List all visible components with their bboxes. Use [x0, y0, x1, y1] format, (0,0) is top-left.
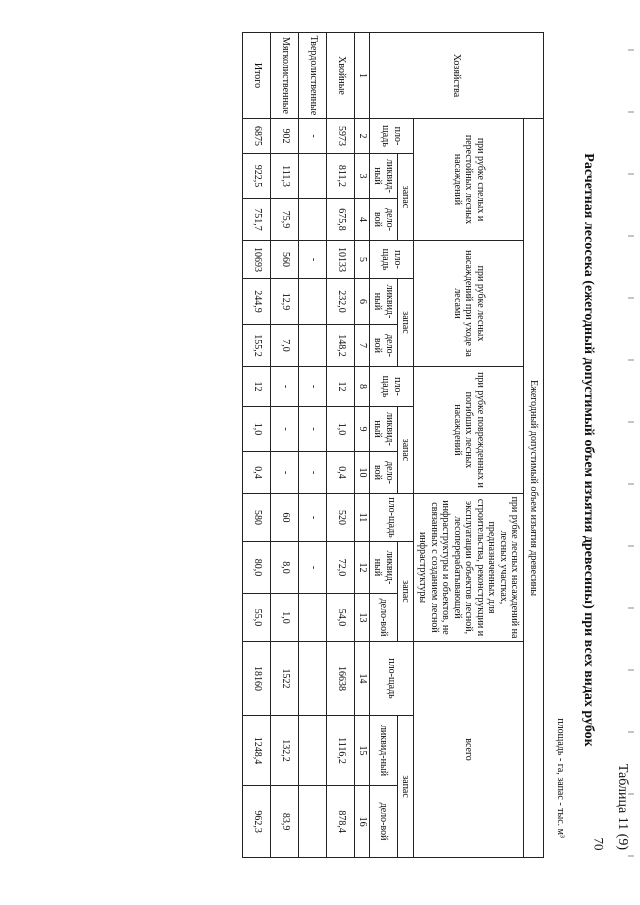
- header-group-construction: при рубке лесных насаждений на лесных участках, предназначенных для строительства, реконструкции и эксплуатации объектов лесной, лесоперерабатывающей инфраструктуры и объектов, не связанных с созданием лесной инфраструктуры: [414, 494, 524, 642]
- header-stock: запас: [398, 716, 414, 858]
- header-stock: запас: [398, 542, 414, 642]
- table-cell: -: [299, 452, 327, 494]
- table-cell: 962,3: [243, 786, 271, 858]
- rotated-page: [10, 20, 630, 880]
- header-business: дело-вой: [370, 199, 398, 241]
- row-label: Мягколиственные: [271, 33, 299, 119]
- table-cell: 878,4: [327, 786, 355, 858]
- table-cell: 132,2: [271, 716, 299, 786]
- table-cell: 1,0: [327, 407, 355, 452]
- table-cell: 751,7: [243, 199, 271, 241]
- column-number: 11: [355, 494, 370, 542]
- table-cell: 12: [243, 367, 271, 407]
- table-cell: 8,0: [271, 542, 299, 594]
- column-number: 3: [355, 154, 370, 199]
- table-cell: 80,0: [243, 542, 271, 594]
- table-cell: [299, 786, 327, 858]
- column-number: 13: [355, 594, 370, 642]
- table-cell: 560: [271, 241, 299, 279]
- column-number: 4: [355, 199, 370, 241]
- row-label: Твердолиственные: [299, 33, 327, 119]
- page-number: 70: [591, 837, 607, 851]
- table-cell: 244,9: [243, 279, 271, 325]
- table-cell: [299, 279, 327, 325]
- table-cell: 0,4: [243, 452, 271, 494]
- column-number: 10: [355, 452, 370, 494]
- column-number: 6: [355, 279, 370, 325]
- row-label: Хвойные: [327, 33, 355, 119]
- header-farms: Хозяйства: [370, 33, 544, 119]
- header-group-damaged: при рубке поврежденных и погибших лесных насаждений: [414, 367, 524, 494]
- header-group-mature: при рубке спелых и перестойных лесных насаждений: [414, 119, 524, 241]
- header-liquid: ликвид-ный: [370, 154, 398, 199]
- header-liquid: ликвид-ный: [370, 542, 398, 594]
- header-group-care: при рубке лесных насаждений при уходе за лесами: [414, 241, 524, 367]
- column-number-row: [355, 33, 370, 858]
- table-cell: 83,9: [271, 786, 299, 858]
- table-cell: 1248,4: [243, 716, 271, 786]
- table-cell: 18160: [243, 642, 271, 716]
- header-business: дело-вой: [370, 594, 398, 642]
- table-cell: 10133: [327, 241, 355, 279]
- header-business: дело-вой: [370, 786, 398, 858]
- table-cell: 0,4: [327, 452, 355, 494]
- allowed-cut-table: [243, 32, 545, 858]
- table-cell: -: [271, 452, 299, 494]
- column-number: 16: [355, 786, 370, 858]
- header-business: дело-вой: [370, 452, 398, 494]
- page-title: Расчетная лесосека (ежегодный допустимый объем изъятия древесины) при всех видах рубок: [581, 153, 596, 747]
- table-cell: -: [299, 241, 327, 279]
- header-area: пло-щадь: [370, 494, 414, 542]
- header-stock: запас: [398, 279, 414, 367]
- header-liquid: ликвид-ный: [370, 716, 398, 786]
- table-cell: -: [299, 367, 327, 407]
- table-cell: 5973: [327, 119, 355, 154]
- table-cell: -: [299, 119, 327, 154]
- table-cell: 922,5: [243, 154, 271, 199]
- table-cell: [299, 325, 327, 367]
- header-business: дело-вой: [370, 325, 398, 367]
- table-cell: 6875: [243, 119, 271, 154]
- table-cell: 111,3: [271, 154, 299, 199]
- table-cell: -: [299, 407, 327, 452]
- table-cell: -: [271, 407, 299, 452]
- table-cell: [299, 594, 327, 642]
- table-cell: 155,2: [243, 325, 271, 367]
- header-stock: запас: [398, 407, 414, 494]
- table-cell: 75,9: [271, 199, 299, 241]
- table-row: [299, 33, 327, 858]
- header-stock: запас: [398, 154, 414, 241]
- column-number: 5: [355, 241, 370, 279]
- table-cell: -: [271, 367, 299, 407]
- table-cell: [299, 642, 327, 716]
- table-cell: 232,0: [327, 279, 355, 325]
- table-cell: 148,2: [327, 325, 355, 367]
- header-area: пло-щадь: [370, 119, 414, 154]
- header-group-total: всего: [414, 642, 524, 858]
- header-liquid: ликвид-ный: [370, 407, 398, 452]
- column-number: 14: [355, 642, 370, 716]
- table-cell: 12: [327, 367, 355, 407]
- table-cell: 72,0: [327, 542, 355, 594]
- table-row: [327, 33, 355, 858]
- table-cell: 1,0: [271, 594, 299, 642]
- table-row: [271, 33, 299, 858]
- table-cell: 1,0: [243, 407, 271, 452]
- header-allowed: Ежегодный допустимый объем изъятия древесины: [524, 119, 544, 858]
- table-number: Таблица 11 (9): [615, 763, 630, 850]
- table-cell: 16638: [327, 642, 355, 716]
- table-cell: 580: [243, 494, 271, 542]
- column-number: 12: [355, 542, 370, 594]
- table-cell: 60: [271, 494, 299, 542]
- column-number: 15: [355, 716, 370, 786]
- table-cell: 55,0: [243, 594, 271, 642]
- table-cell: 7,0: [271, 325, 299, 367]
- table-cell: -: [299, 542, 327, 594]
- table-cell: [299, 716, 327, 786]
- column-number: 9: [355, 407, 370, 452]
- column-number: 8: [355, 367, 370, 407]
- row-label: Итого: [243, 33, 271, 119]
- table-cell: 520: [327, 494, 355, 542]
- table-cell: 10693: [243, 241, 271, 279]
- table-cell: -: [299, 494, 327, 542]
- column-number: 7: [355, 325, 370, 367]
- table-cell: 902: [271, 119, 299, 154]
- column-number: 2: [355, 119, 370, 154]
- table-cell: 54,0: [327, 594, 355, 642]
- table-cell: [299, 199, 327, 241]
- table-cell: [299, 154, 327, 199]
- table-cell: 811,2: [327, 154, 355, 199]
- table-row: [243, 33, 271, 858]
- table-cell: 12,9: [271, 279, 299, 325]
- table-body: [243, 33, 355, 858]
- header-area: пло-щадь: [370, 241, 414, 279]
- header-area: пло-щадь: [370, 642, 414, 716]
- units-note: площадь - га, запас - тыс. м³: [555, 718, 566, 838]
- table-cell: 1522: [271, 642, 299, 716]
- page-edge-marks: [610, 40, 640, 890]
- column-number: 1: [355, 33, 370, 119]
- table-cell: 1116,2: [327, 716, 355, 786]
- table-cell: 675,8: [327, 199, 355, 241]
- header-area: пло-щадь: [370, 367, 414, 407]
- header-liquid: ликвид-ный: [370, 279, 398, 325]
